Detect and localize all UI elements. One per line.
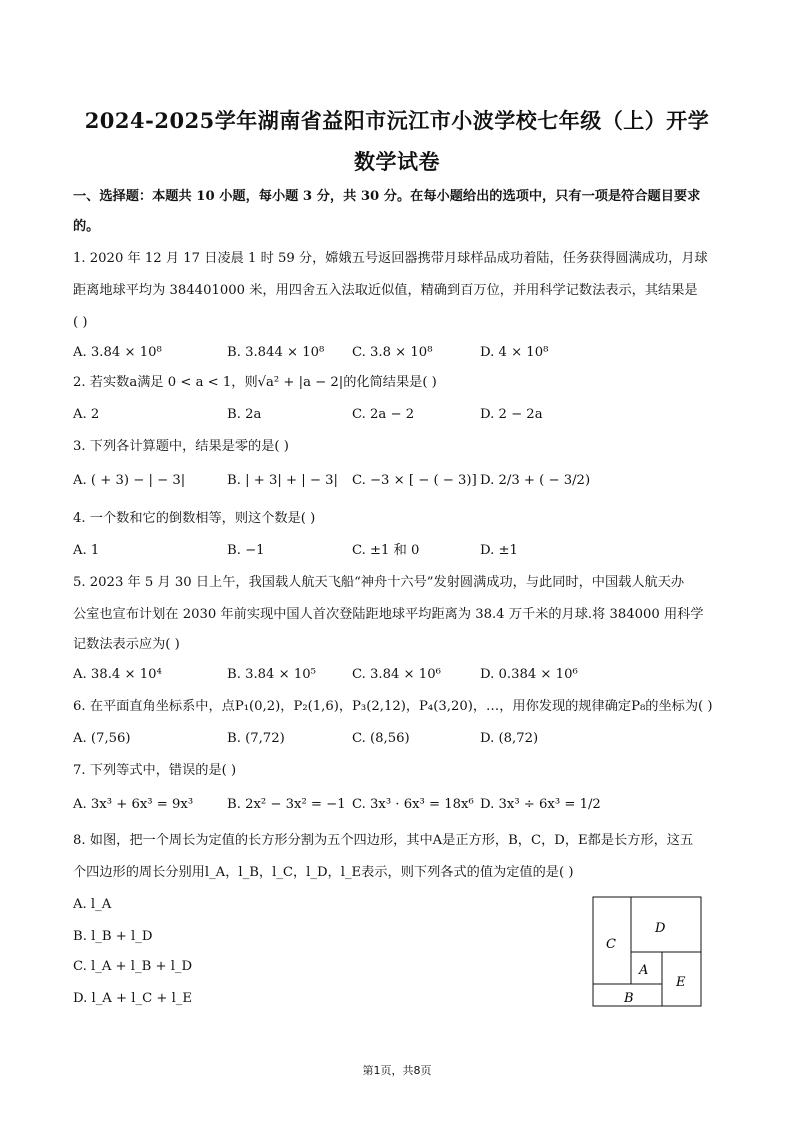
q6-text: 6. 在平面直角坐标系中，点P₁(0,2)，P₂(1,6)，P₃(2,12)，P₄(3,20)，…，用你发现的规律确定P₈的坐标为( ) <box>73 699 713 714</box>
q2-option-c: C. 2a − 2 <box>352 407 415 422</box>
label-c: C <box>606 937 616 952</box>
q3-text: 3. 下列各计算题中，结果是零的是( ) <box>73 439 289 454</box>
q7-option-d: D. 3x³ ÷ 6x³ = 1/2 <box>480 797 601 812</box>
q1-text-line1: 1. 2020 年 12 月 17 日凌晨 1 时 59 分，嫦娥五号返回器携带月球样品成功着陆，任务获得圆满成功，月球 <box>73 251 708 266</box>
section-heading-line2: 的。 <box>73 219 100 234</box>
q7-option-c: C. 3x³ · 6x³ = 18x⁶ <box>352 797 474 812</box>
q1-option-d: D. 4 × 10⁸ <box>480 345 549 360</box>
q7-option-a: A. 3x³ + 6x³ = 9x³ <box>73 797 194 812</box>
q1-option-b: B. 3.844 × 10⁸ <box>227 345 325 360</box>
q8-text-line2: 个四边形的周长分别用l_A，l_B，l_C，l_D，l_E表示，则下列各式的值为定值的是( ) <box>73 865 574 880</box>
exam-title-line2: 数学试卷 <box>354 149 440 174</box>
exam-title-line1: 2024-2025学年湖南省益阳市沅江市小波学校七年级（上）开学 <box>84 108 710 133</box>
q5-text-line3: 记数法表示应为( ) <box>73 637 180 652</box>
q2-option-b: B. 2a <box>227 407 262 422</box>
q2-option-d: D. 2 − 2a <box>480 407 543 422</box>
q6-option-d: D. (8,72) <box>480 731 539 746</box>
section-heading-line1: 一、选择题：本题共 10 小题，每小题 3 分，共 30 分。在每小题给出的选项中，只有一项是符合题目要求 <box>73 189 701 204</box>
q5-option-d: D. 0.384 × 10⁶ <box>480 667 578 682</box>
label-d: D <box>655 921 666 936</box>
page-footer: 第1页，共8页 <box>362 1064 432 1077</box>
q6-option-a: A. (7,56) <box>73 731 131 746</box>
q5-text-line2: 公室也宣布计划在 2030 年前实现中国人首次登陆距地球平均距离为 38.4 万千米的月球.将 384000 用科学 <box>73 607 704 622</box>
q3-option-d: D. 2/3 + ( − 3/2) <box>480 473 591 488</box>
q5-option-a: A. 38.4 × 10⁴ <box>73 667 162 682</box>
q8-text-line1: 8. 如图，把一个周长为定值的长方形分割为五个四边形，其中A是正方形，B，C，D，E都是长方形，这五 <box>73 833 694 848</box>
q8-option-b: B. l_B + l_D <box>73 929 153 944</box>
q6-option-c: C. (8,56) <box>352 731 410 746</box>
q4-option-d: D. ±1 <box>480 543 518 558</box>
label-a: A <box>639 963 649 978</box>
q3-option-b: B. | + 3| + | − 3| <box>227 473 338 488</box>
q8-rectangle-figure <box>592 896 704 1010</box>
q7-option-b: B. 2x² − 3x² = −1 <box>227 797 346 812</box>
q8-option-c: C. l_A + l_B + l_D <box>73 959 193 974</box>
q2-option-a: A. 2 <box>73 407 100 422</box>
q4-option-a: A. 1 <box>73 543 100 558</box>
q1-text-line3: ( ) <box>73 315 88 330</box>
q8-option-a: A. l_A <box>73 897 112 912</box>
q1-option-c: C. 3.8 × 10⁸ <box>352 345 433 360</box>
q8-option-d: D. l_A + l_C + l_E <box>73 991 193 1006</box>
q5-text-line1: 5. 2023 年 5 月 30 日上午，我国载人航天飞船“神舟十六号”发射圆满成功，与此同时，中国载人航天办 <box>73 575 685 590</box>
q1-text-line2: 距离地球平均为 384401000 米，用四舍五入法取近似值，精确到百万位，并用科学记数法表示，其结果是 <box>73 283 698 298</box>
q5-option-b: B. 3.84 × 10⁵ <box>227 667 316 682</box>
label-e: E <box>676 975 686 990</box>
label-b: B <box>624 991 634 1006</box>
q1-option-a: A. 3.84 × 10⁸ <box>73 345 162 360</box>
q4-text: 4. 一个数和它的倒数相等，则这个数是( ) <box>73 511 316 526</box>
q5-option-c: C. 3.84 × 10⁶ <box>352 667 441 682</box>
q3-option-c: C. −3 × [ − ( − 3)] <box>352 473 477 488</box>
q6-option-b: B. (7,72) <box>227 731 285 746</box>
q4-option-c: C. ±1 和 0 <box>352 543 420 558</box>
q2-text: 2. 若实数a满足 0 < a < 1，则√a² + |a − 2|的化简结果是( ) <box>73 375 437 390</box>
q3-option-a: A. ( + 3) − | − 3| <box>73 473 186 488</box>
q7-text: 7. 下列等式中，错误的是( ) <box>73 763 237 778</box>
q4-option-b: B. −1 <box>227 543 265 558</box>
